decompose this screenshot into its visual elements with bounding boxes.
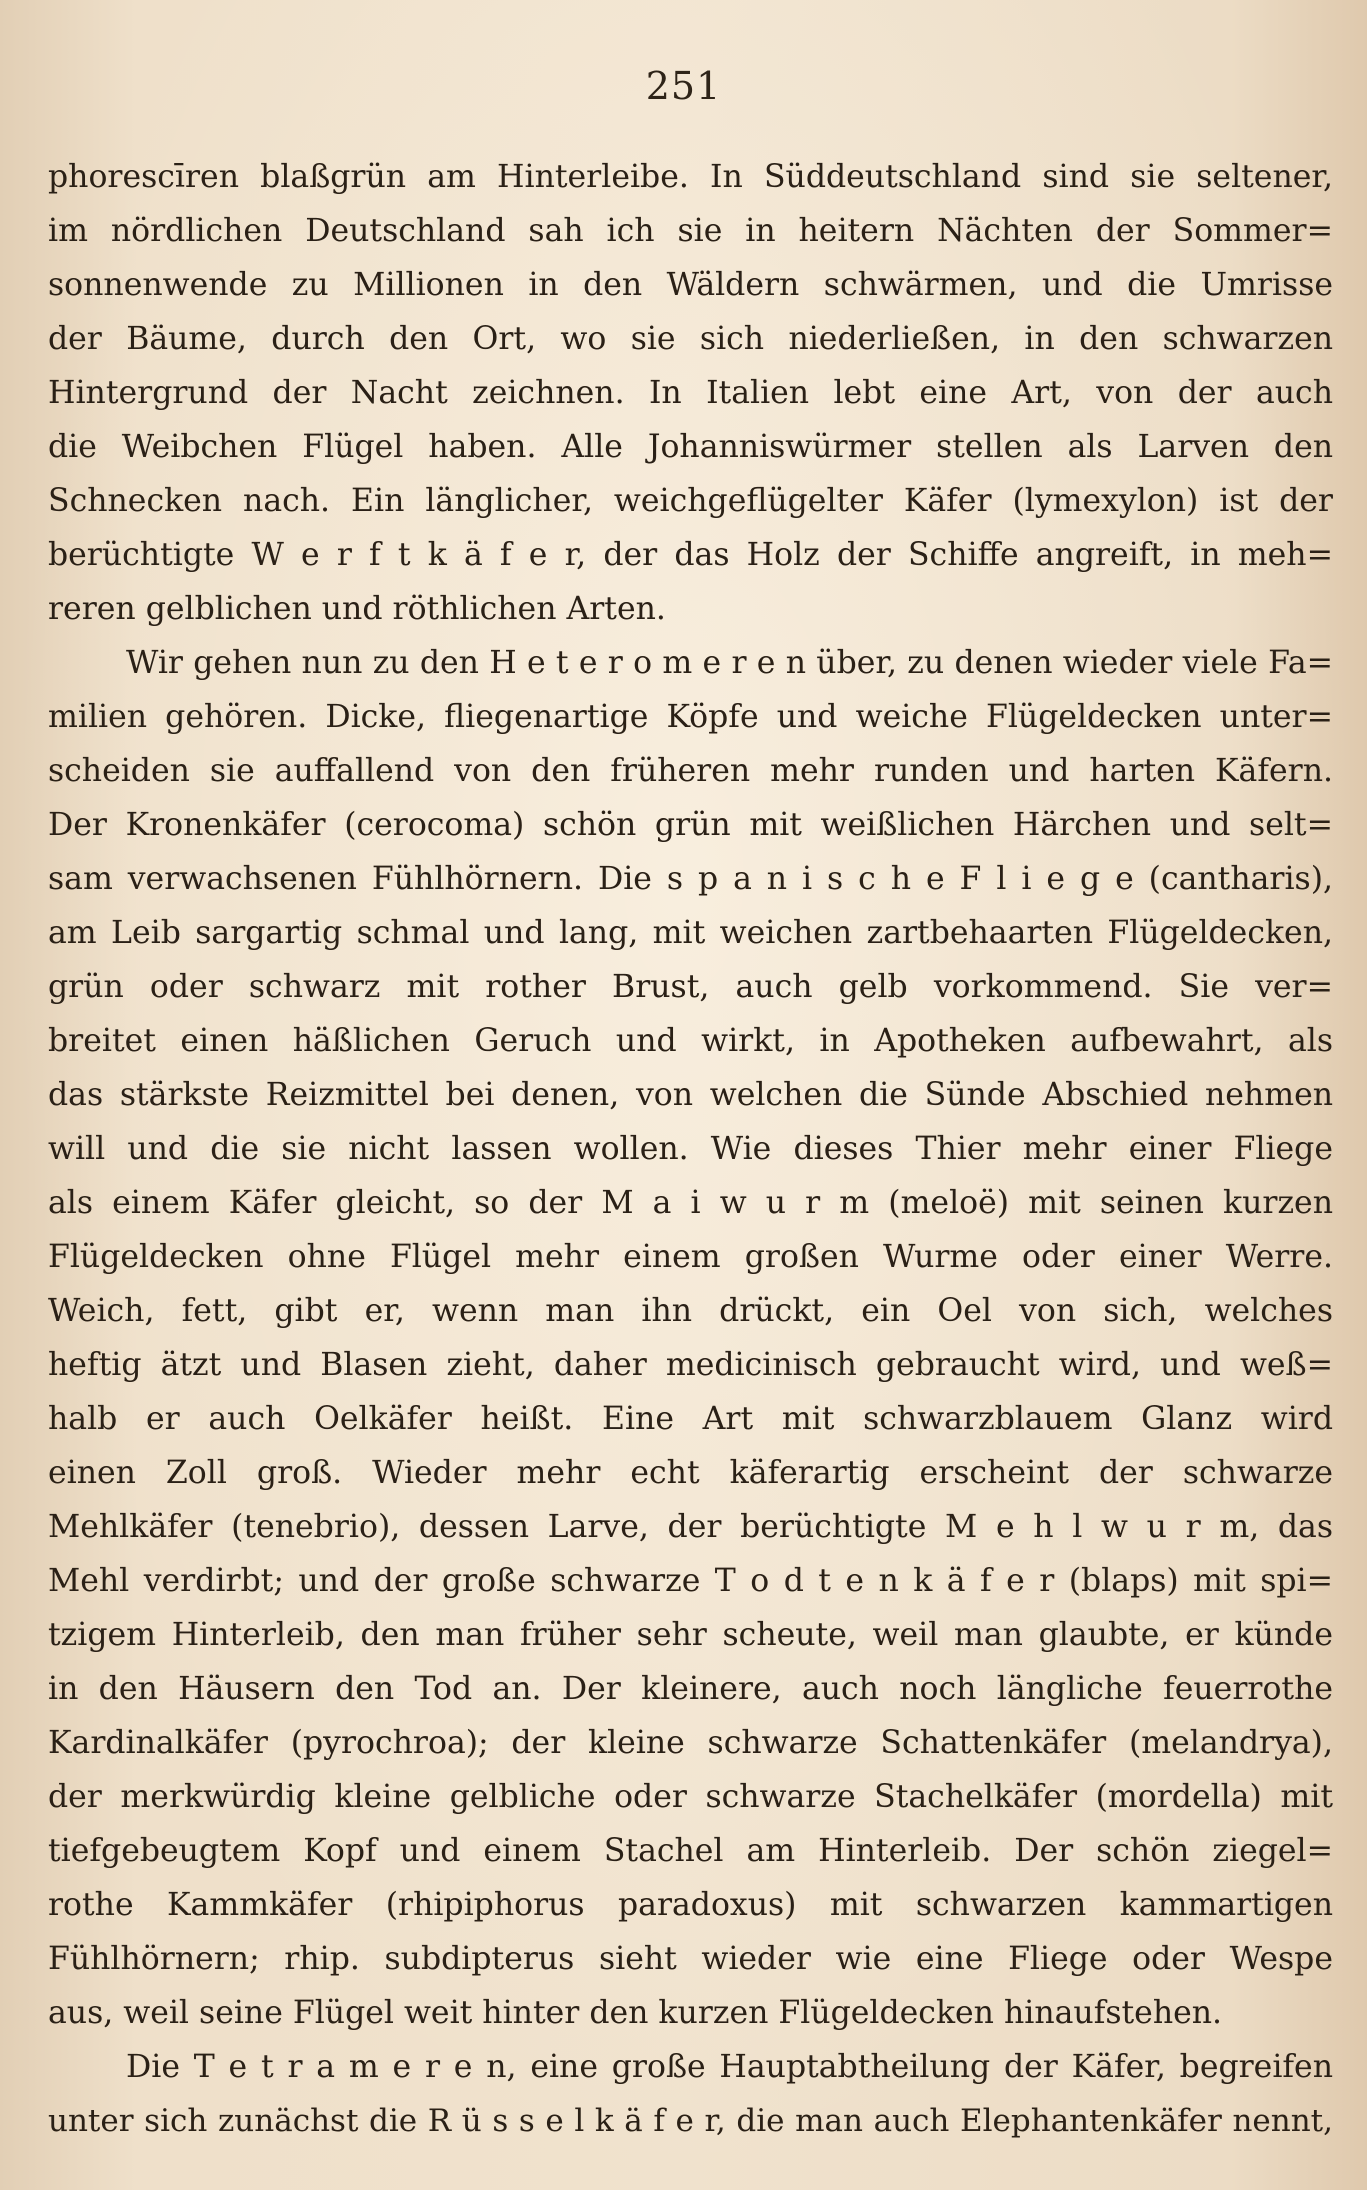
text-line: Schnecken nach. Ein länglicher, weichgeflügelter Käfer (lymexylon) ist der [48,483,1333,519]
text-line: als einem Käfer gleicht, so der M a i w u r m (meloë) mit seinen kurzen [48,1185,1333,1221]
text-line: aus, weil seine Flügel weit hinter den kurzen Flügeldecken hinaufstehen. [48,1995,1223,2031]
text-line: am Leib sargartig schmal und lang, mit weichen zartbehaarten Flügeldecken, [48,915,1333,951]
text-line: milien gehören. Dicke, fliegenartige Köpfe und weiche Flügeldecken unter= [48,699,1333,735]
text-line: das stärkste Reizmittel bei denen, von welchen die Sünde Abschied nehmen [48,1077,1333,1113]
text-line: Mehlkäfer (tenebrio), dessen Larve, der berüchtigte M e h l w u r m, das [48,1509,1333,1545]
text-line: unter sich zunächst die R ü s s e l k ä f e r, die man auch Elephantenkäfer nennt, [48,2103,1333,2139]
text-line: berüchtigte W e r f t k ä f e r, der das Holz der Schiffe angreift, in meh= [48,537,1333,573]
text-line: einen Zoll groß. Wieder mehr echt käferartig erscheint der schwarze [48,1455,1333,1491]
text-line: Fühlhörnern; rhip. subdipterus sieht wieder wie eine Fliege oder Wespe [48,1941,1333,1977]
text-line: phorescīren blaßgrün am Hinterleibe. In Süddeutschland sind sie seltener, [48,159,1333,195]
text-line: Flügeldecken ohne Flügel mehr einem großen Wurme oder einer Werre. [48,1239,1333,1275]
text-line: die Weibchen Flügel haben. Alle Johanniswürmer stellen als Larven den [48,429,1333,465]
text-line: Weich, fett, gibt er, wenn man ihn drückt, ein Oel von sich, welches [48,1293,1333,1329]
text-line: tzigem Hinterleib, den man früher sehr scheute, weil man glaubte, er künde [48,1617,1333,1653]
text-line: reren gelblichen und röthlichen Arten. [48,591,666,627]
text-line: rothe Kammkäfer (rhipiphorus paradoxus) mit schwarzen kammartigen [48,1887,1333,1923]
text-line: breitet einen häßlichen Geruch und wirkt, in Apotheken aufbewahrt, als [48,1023,1333,1059]
text-line: sam verwachsenen Fühlhörnern. Die s p a n i s c h e F l i e g e (cantharis), [48,861,1333,897]
text-line: sonnenwende zu Millionen in den Wäldern schwärmen, und die Umrisse [48,267,1333,303]
page-number: 251 [645,64,722,108]
text-line: Kardinalkäfer (pyrochroa); der kleine schwarze Schattenkäfer (melandrya), [48,1725,1333,1761]
text-line: Wir gehen nun zu den H e t e r o m e r e n über, zu denen wieder viele Fa= [126,645,1333,681]
text-line: tiefgebeugtem Kopf und einem Stachel am Hinterleib. Der schön ziegel= [48,1833,1333,1869]
text-line: scheiden sie auffallend von den früheren mehr runden und harten Käfern. [48,753,1333,789]
text-line: heftig ätzt und Blasen zieht, daher medicinisch gebraucht wird, und weß= [48,1347,1333,1383]
text-line: in den Häusern den Tod an. Der kleinere, auch noch längliche feuerrothe [48,1671,1333,1707]
text-line: der Bäume, durch den Ort, wo sie sich niederließen, in den schwarzen [48,321,1333,357]
text-line: will und die sie nicht lassen wollen. Wie dieses Thier mehr einer Fliege [48,1131,1333,1167]
text-line: der merkwürdig kleine gelbliche oder schwarze Stachelkäfer (mordella) mit [48,1779,1333,1815]
text-line: halb er auch Oelkäfer heißt. Eine Art mit schwarzblauem Glanz wird [48,1401,1333,1437]
text-line: grün oder schwarz mit rother Brust, auch gelb vorkommend. Sie ver= [48,969,1333,1005]
text-line: Hintergrund der Nacht zeichnen. In Italien lebt eine Art, von der auch [48,375,1333,411]
text-line: im nördlichen Deutschland sah ich sie in heitern Nächten der Sommer= [48,213,1333,249]
text-line: Der Kronenkäfer (cerocoma) schön grün mit weißlichen Härchen und selt= [48,807,1333,843]
text-line: Mehl verdirbt; und der große schwarze T o d t e n k ä f e r (blaps) mit spi= [48,1563,1333,1599]
page-body-text [48,150,1333,2148]
text-line: Die T e t r a m e r e n, eine große Hauptabtheilung der Käfer, begreifen [126,2049,1333,2085]
